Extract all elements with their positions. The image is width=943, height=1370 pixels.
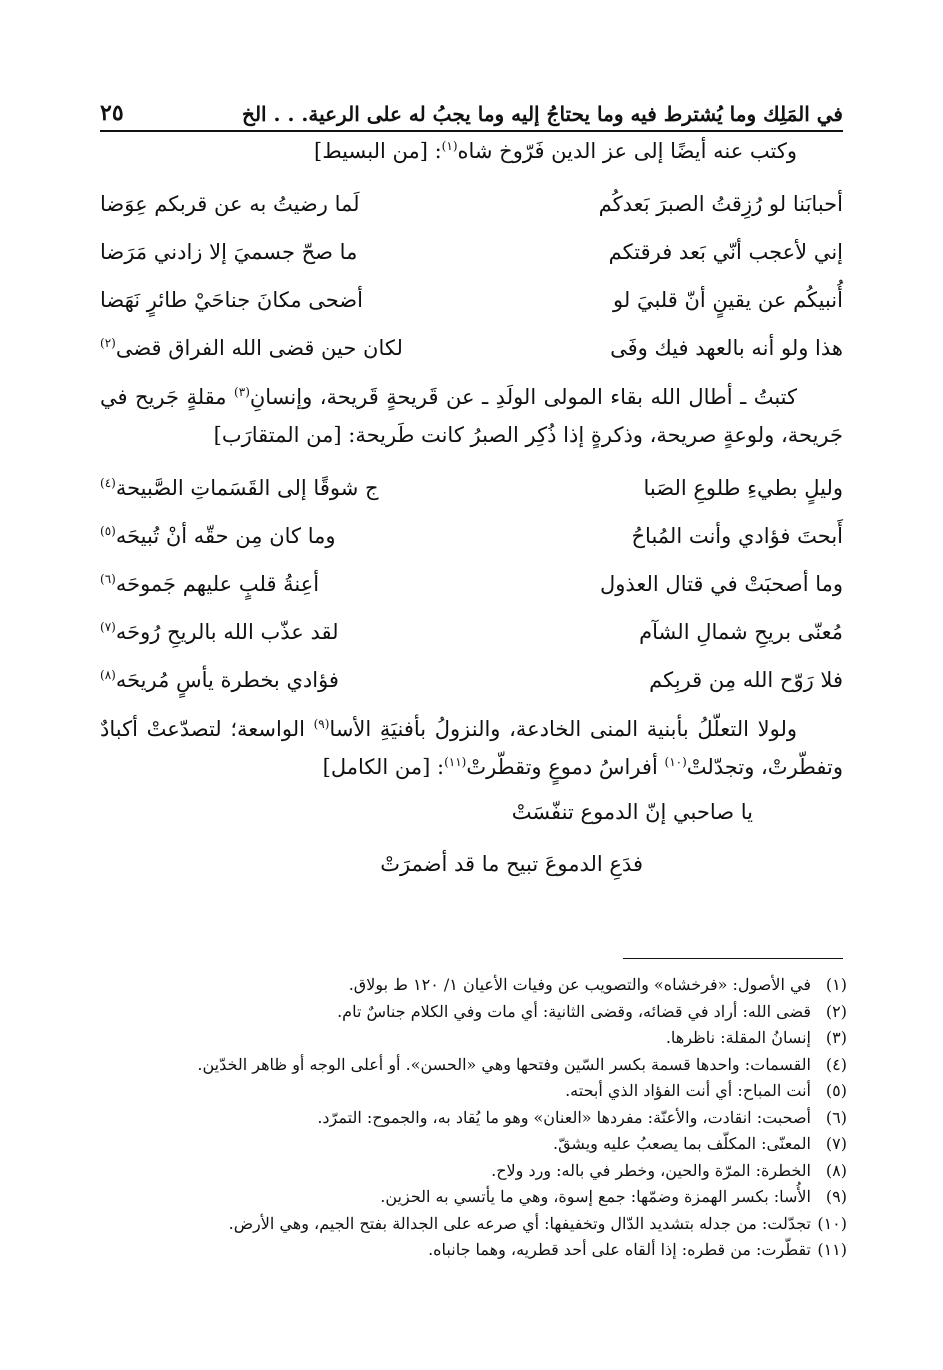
footnote bbox=[96, 1105, 847, 1132]
footnote bbox=[96, 1025, 847, 1052]
footnote-ref: (٥) bbox=[100, 524, 116, 538]
footnote-ref: (٣) bbox=[234, 385, 250, 399]
verse-second-hemistich bbox=[100, 288, 442, 312]
verse-second-hemistich bbox=[100, 240, 442, 264]
verse-first-hemistich: وما أصحبَتْ في قتال العذول bbox=[599, 572, 843, 596]
footnote-text: أنت المباح: أي أنت الفؤاد الذي أبحته. bbox=[565, 1081, 811, 1100]
verse bbox=[100, 464, 843, 512]
verse-second-hemistich bbox=[100, 620, 442, 644]
prose-paragraph-1 bbox=[100, 378, 843, 454]
meter-label: : [من البسيط] bbox=[314, 139, 442, 163]
verse-second-hemistich bbox=[100, 192, 442, 216]
footnote bbox=[96, 1131, 847, 1158]
footnote-number: (٦) bbox=[825, 1107, 847, 1127]
footnote-text: أصحبت: انقادت، والأعنّة: مفردها «العنان» وهو ما يُقاد به، والجموح: التمرّد. bbox=[317, 1107, 811, 1127]
verse-second-hemistich bbox=[100, 572, 442, 596]
verse-first-hemistich: أَبحتَ فؤادي وأنت المُباحُ bbox=[631, 524, 843, 548]
footnote-ref: (٤) bbox=[100, 476, 116, 490]
footnote-number: (٤) bbox=[825, 1054, 847, 1074]
main-text bbox=[100, 132, 843, 890]
paragraph-text: مقلةٍ جَريح في جَريحة، ولوعةٍ صريحة، وذكرةٍ إذا ذُكِر الصبرُ كانت طَريحة: [من المتقارَب] bbox=[100, 385, 843, 447]
footnote-ref: (١) bbox=[441, 139, 458, 153]
footnote-number: (٨) bbox=[825, 1160, 847, 1180]
footnotes bbox=[96, 972, 847, 1264]
verse bbox=[100, 180, 843, 228]
footnote bbox=[96, 972, 847, 999]
verse-second-hemistich bbox=[100, 476, 442, 500]
footnote-number: (٧) bbox=[825, 1134, 847, 1153]
footnote-ref: (١١) bbox=[444, 755, 467, 769]
hemistich-text: ج شوقًا إلى القَسَماتِ الصَّبيحة bbox=[115, 476, 379, 500]
footnote bbox=[96, 1052, 847, 1079]
footnote-number: (١١) bbox=[817, 1240, 847, 1259]
verse-first-hemistich: فلا رَوّح الله مِن قربِكم bbox=[649, 668, 843, 692]
footnote bbox=[96, 1078, 847, 1105]
footnote bbox=[96, 1237, 847, 1264]
verse bbox=[100, 228, 843, 276]
single-verse: يا صاحبي إنّ الدموع تنفّسَتْ bbox=[511, 800, 753, 824]
verse bbox=[100, 656, 843, 704]
hemistich-text: لكان حين قضى الله الفراق قضى bbox=[115, 336, 403, 360]
footnote-text: إنسانُ المقلة: ناظرها. bbox=[665, 1028, 811, 1047]
verse bbox=[100, 608, 843, 656]
footnote-text: في الأصول: «فرخشاه» والتصويب عن وفيات الأعيان ١/ ١٢٠ ط بولاق. bbox=[348, 975, 811, 994]
footnote-text: القسمات: واحدها قسمة بكسر السّين وفتحها وهي «الحسن». أو أعلى الوجه أو ظاهر الخدّين. bbox=[197, 1054, 811, 1074]
footnote-ref: (٩) bbox=[313, 717, 330, 731]
hemistich-text: لَما رضيتُ به عن قربكم عِوَضا bbox=[100, 192, 360, 216]
verse bbox=[100, 560, 843, 608]
footnote-text: تجدّلت: من جدله بتشديد الدّال وتخفيفها: أي صرعه على الجدالة بفتح الجيم، وهي الأرض. bbox=[228, 1213, 811, 1233]
footnote-number: (٣) bbox=[825, 1028, 847, 1047]
verse-first-hemistich: هذا ولو أنه بالعهد فيك وفَى bbox=[610, 336, 843, 360]
footnote-ref: (٢) bbox=[100, 336, 116, 350]
verse-first-hemistich: أحبابَنا لو رُزِقتُ الصبرَ بَعدكُم bbox=[598, 192, 843, 216]
footnote bbox=[96, 1158, 847, 1185]
footnote-text: المعنّى: المكلّف بما يصعبُ عليه ويشقّ. bbox=[552, 1134, 811, 1153]
footnote bbox=[96, 1184, 847, 1211]
intro-line bbox=[100, 132, 843, 170]
footnote bbox=[96, 999, 847, 1026]
paragraph-text: ولولا التعلّلُ بأبنية المنى الخادعة، والنزولُ بأفنيَةِ الأسا bbox=[329, 717, 797, 741]
footnote-text: قضى الله: أراد في قضائه، وقضى الثانية: أي مات وفي الكلام جناسٌ تام. bbox=[337, 1001, 811, 1021]
footnote-text: الخطرة: المرّة والحين، وخطر في باله: ورد ولاح. bbox=[491, 1160, 811, 1180]
footnote-ref: (٧) bbox=[100, 620, 116, 634]
poem-2 bbox=[100, 464, 843, 704]
footnote-number: (٢) bbox=[825, 1001, 847, 1021]
verse-first-hemistich: إني لأعجب أنّي بَعد فرقتكم bbox=[608, 240, 843, 264]
verse bbox=[100, 324, 843, 372]
paragraph-text: : [من الكامل] bbox=[322, 755, 445, 779]
verse-first-hemistich: وليلٍ بطيءِ طلوعِ الصَبا bbox=[643, 476, 843, 500]
footnote-text: تقطّرت: من قطره: إذا ألقاه على أحد قطريه، وهما جانباه. bbox=[428, 1240, 811, 1259]
poem-3 bbox=[100, 786, 843, 890]
footnote-number: (١) bbox=[825, 975, 847, 994]
footnote bbox=[96, 1211, 847, 1238]
intro-text: وكتب عنه أيضًا إلى عز الدين فَرّوخ شاه bbox=[457, 139, 797, 163]
footnote-ref: (٨) bbox=[100, 668, 116, 682]
prose-paragraph-2 bbox=[100, 710, 843, 786]
poem-1 bbox=[100, 180, 843, 372]
footnote-ref: (٦) bbox=[100, 572, 116, 586]
verse-first-hemistich: مُعنّى بريحِ شمالِ الشآم bbox=[639, 620, 843, 644]
hemistich-text: فؤادي بخطرة يأسٍ مُريحَه bbox=[115, 668, 339, 692]
paragraph-text: أفراسُ دموعٍ وتقطّرتْ bbox=[466, 755, 665, 779]
footnote-number: (٥) bbox=[825, 1081, 847, 1100]
footnote-divider bbox=[623, 958, 843, 959]
hemistich-text: أعِنةُ قلبٍ عليهم جَموحَه bbox=[115, 572, 320, 596]
running-header bbox=[100, 86, 843, 132]
verse-second-hemistich bbox=[100, 336, 442, 360]
footnote-ref: (١٠) bbox=[664, 755, 687, 769]
verse bbox=[100, 512, 843, 560]
verse bbox=[100, 276, 843, 324]
paragraph-text: كتبتُ ـ أطال الله بقاء المولى الولَدِ ـ عن قَريحةٍ قَريحة، وإنسانِ bbox=[249, 385, 798, 409]
footnote-number: (١٠) bbox=[817, 1213, 847, 1233]
footnote-text: الأُسا: بكسر الهمزة وضمّها: جمع إسوة، وهي ما يأتسي به الحزين. bbox=[380, 1187, 811, 1206]
verse-first-hemistich: أُنبيكُم عن يقينٍ أنّ قلبيَ لو bbox=[613, 288, 843, 312]
verse-second-hemistich bbox=[100, 668, 442, 692]
verse-second-hemistich bbox=[100, 524, 442, 548]
hemistich-text: وما كان مِن حقّه أنْ تُبيحَه bbox=[115, 524, 336, 548]
paragraph-text: الواسعة؛ لتصدّعتْ أكبادٌ وتفطّرتْ، وتجدّلتْ bbox=[100, 717, 843, 779]
hemistich-text: أضحى مكانَ جناحَيْ طائرٍ نَهَضا bbox=[100, 288, 363, 312]
hemistich-text: ما صحّ جسميَ إلا زادني مَرَضا bbox=[100, 240, 358, 264]
hemistich-text: لقد عذّب الله بالريحِ رُوحَه bbox=[115, 620, 339, 644]
single-verse: فدَعِ الدموعَ تبيح ما قد أضمرَتْ bbox=[380, 852, 643, 876]
header-title: في المَلِك وما يُشترط فيه وما يحتاجُ إليه وما يجبُ له على الرعية. . . الخ bbox=[242, 102, 843, 126]
page-number: ٢٥ bbox=[100, 100, 124, 126]
footnote-number: (٩) bbox=[825, 1187, 847, 1206]
